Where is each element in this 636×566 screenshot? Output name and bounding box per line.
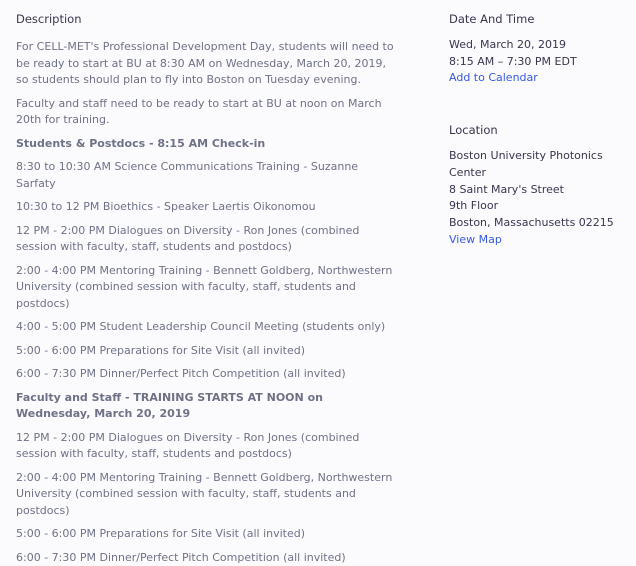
- schedule-item: 8:30 to 10:30 AM Science Communications Training - Suzanne Sarfaty: [16, 159, 394, 192]
- venue-name: Boston University Photonics Center: [449, 148, 633, 181]
- faculty-schedule-heading: Faculty and Staff - TRAINING STARTS AT NOON on Wednesday, March 20, 2019: [16, 390, 394, 423]
- schedule-item: 6:00 - 7:30 PM Dinner/Perfect Pitch Competition (all invited): [16, 366, 394, 383]
- description-section: [16, 0, 394, 566]
- description-heading: Description: [16, 12, 394, 27]
- date-time-block: [449, 37, 633, 87]
- schedule-item: 5:00 - 6:00 PM Preparations for Site Visit (all invited): [16, 526, 394, 543]
- schedule-item: 2:00 - 4:00 PM Mentoring Training - Bennett Goldberg, Northwestern University (combined session with faculty, staff, students and postdocs): [16, 470, 394, 520]
- event-time: 8:15 AM – 7:30 PM EDT: [449, 54, 633, 71]
- students-schedule-heading: Students & Postdocs - 8:15 AM Check-in: [16, 136, 394, 153]
- date-time-heading: Date And Time: [449, 12, 633, 27]
- schedule-item: 2:00 - 4:00 PM Mentoring Training - Bennett Goldberg, Northwestern University (combined session with faculty, staff, students and postdocs): [16, 263, 394, 313]
- add-to-calendar-link[interactable]: Add to Calendar: [449, 70, 633, 87]
- street-address: 8 Saint Mary's Street: [449, 182, 633, 199]
- schedule-item: 6:00 - 7:30 PM Dinner/Perfect Pitch Competition (all invited): [16, 550, 394, 566]
- schedule-item: 12 PM - 2:00 PM Dialogues on Diversity - Ron Jones (combined session with faculty, staff, students and postdocs): [16, 430, 394, 463]
- event-date: Wed, March 20, 2019: [449, 37, 633, 54]
- event-sidebar: [449, 0, 633, 248]
- schedule-item: 10:30 to 12 PM Bioethics - Speaker Laertis Oikonomou: [16, 199, 394, 216]
- floor: 9th Floor: [449, 198, 633, 215]
- description-paragraph: For CELL-MET's Professional Development Day, students will need to be ready to start at BU at 8:30 AM on Wednesday, March 20, 2019, so students should plan to fly into Boston on Tuesday evening.: [16, 39, 394, 89]
- schedule-item: 4:00 - 5:00 PM Student Leadership Council Meeting (students only): [16, 319, 394, 336]
- location-heading: Location: [449, 123, 633, 138]
- schedule-item: 5:00 - 6:00 PM Preparations for Site Visit (all invited): [16, 343, 394, 360]
- schedule-item: 12 PM - 2:00 PM Dialogues on Diversity - Ron Jones (combined session with faculty, staff, students and postdocs): [16, 223, 394, 256]
- view-map-link[interactable]: View Map: [449, 232, 633, 249]
- location-block: [449, 148, 633, 248]
- description-paragraph: Faculty and staff need to be ready to start at BU at noon on March 20th for training.: [16, 96, 394, 129]
- city-state-zip: Boston, Massachusetts 02215: [449, 215, 633, 232]
